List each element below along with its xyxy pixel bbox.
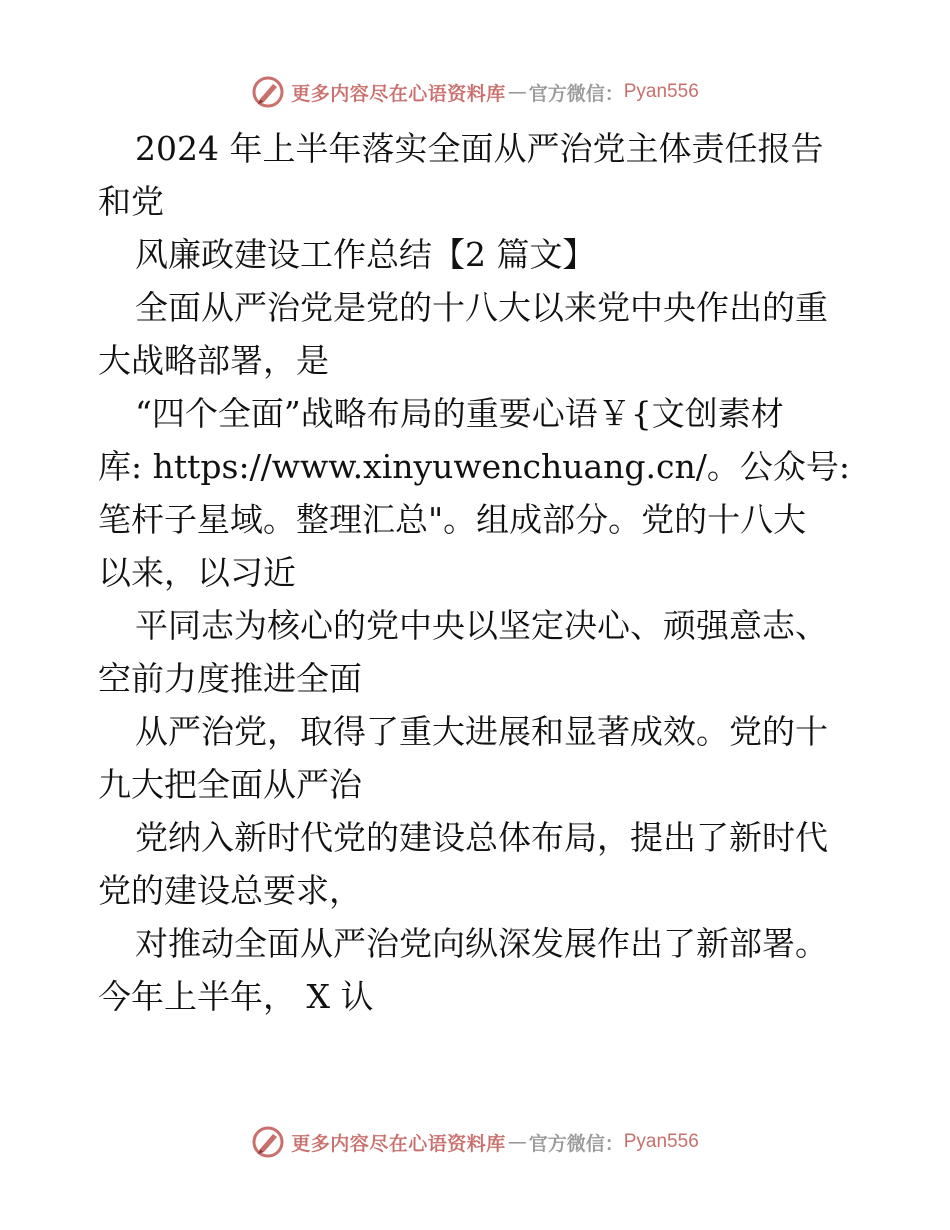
text-line: 今年上半年， X 认	[98, 977, 374, 1016]
banner-wechat-id: Pyan556	[623, 81, 699, 102]
text-line: 从严治党，取得了重大进展和显著成效。党的十	[135, 712, 828, 751]
banner-main-text: 更多内容尽在心语资料库	[291, 1132, 506, 1155]
header-banner	[0, 72, 950, 112]
pen-logo-icon	[251, 75, 285, 109]
text-line: 全面从严治党是党的十八大以来党中央作出的重	[135, 288, 828, 327]
text-line: 对推动全面从严治党向纵深发展作出了新部署。	[135, 924, 828, 963]
footer-banner	[0, 1122, 950, 1162]
text-line: 空前力度推进全面	[98, 659, 362, 698]
text-line: 2024 年上半年落实全面从严治党主体责任报告	[135, 129, 824, 168]
body-text	[98, 122, 858, 1023]
text-line: “四个全面”战略布局的重要心语￥{文创素材	[135, 394, 784, 433]
text-line: 平同志为核心的党中央以坚定决心、顽强意志、	[135, 606, 828, 645]
banner-dash: —	[507, 1131, 527, 1153]
banner-wechat-id: Pyan556	[623, 1131, 699, 1152]
banner-main-text: 更多内容尽在心语资料库	[291, 82, 506, 105]
text-line: 大战略部署，是	[98, 341, 329, 380]
text-line: 笔杆子星域。整理汇总"。组成部分。党的十八大	[98, 500, 807, 539]
text-line: 和党	[98, 182, 164, 221]
text-line: 党的建设总要求，	[98, 871, 362, 910]
text-line: 九大把全面从严治	[98, 765, 362, 804]
pen-logo-icon	[251, 1125, 285, 1159]
text-line: 以来，以习近	[98, 553, 296, 592]
banner-sub-text: 官方微信：	[528, 1132, 624, 1155]
banner-dash: —	[507, 81, 527, 103]
text-line: 党纳入新时代党的建设总体布局，提出了新时代	[135, 818, 828, 857]
banner-sub-text: 官方微信：	[528, 82, 624, 105]
text-line: 风廉政建设工作总结【2 篇文】	[135, 235, 596, 274]
text-line: 库: https://www.xinyuwenchuang.cn/。公众号:	[98, 447, 850, 486]
